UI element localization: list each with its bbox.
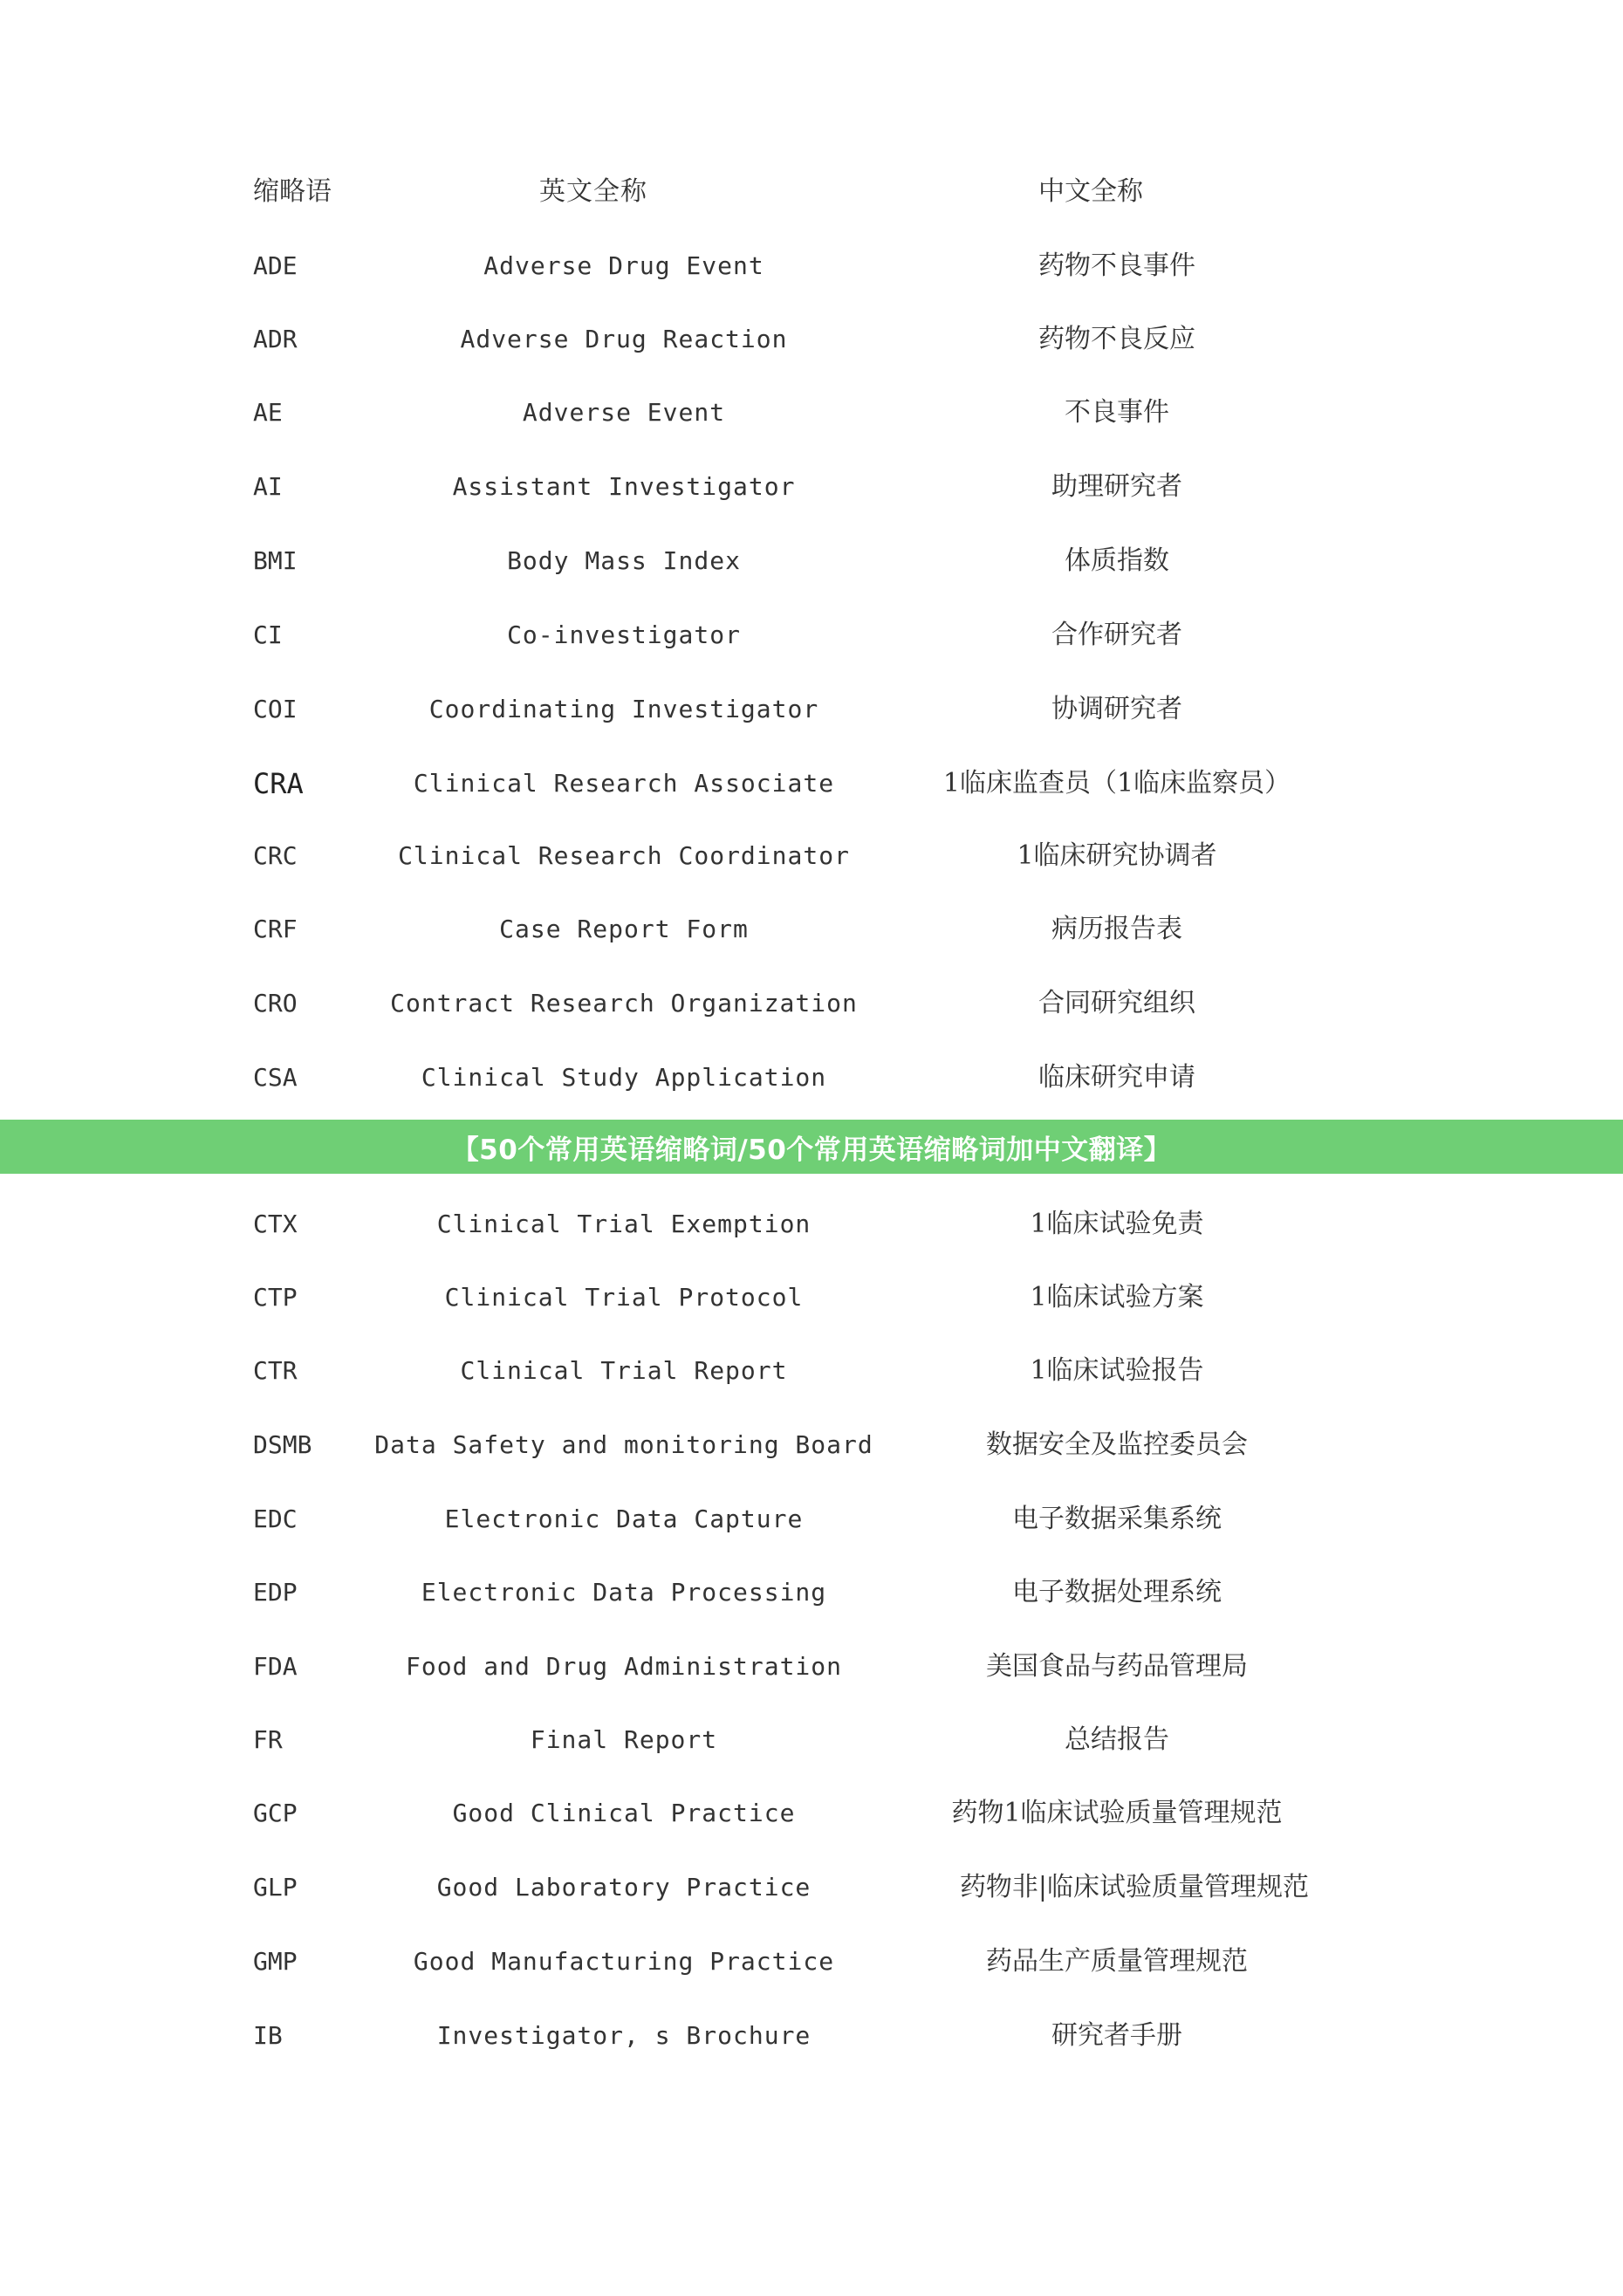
table-row bbox=[0, 1423, 1623, 1467]
chinese-cell: 药物1临床试验质量管理规范 bbox=[951, 1798, 1283, 1828]
abbr-cell: FR bbox=[253, 1725, 283, 1754]
english-cell: Adverse Drug Event bbox=[483, 251, 764, 280]
english-cell: Case Report Form bbox=[499, 915, 749, 943]
table-header-row bbox=[0, 170, 1623, 214]
english-cell: Assistant Investigator bbox=[452, 472, 796, 501]
english-cell: Good Manufacturing Practice bbox=[413, 1947, 835, 1976]
table-row bbox=[0, 834, 1623, 878]
chinese-cell: 体质指数 bbox=[1065, 545, 1169, 576]
chinese-cell: 1临床研究协调者 bbox=[1017, 840, 1217, 871]
table-row bbox=[0, 1940, 1623, 1984]
table-row bbox=[0, 982, 1623, 1025]
english-cell: Clinical Trial Protocol bbox=[444, 1283, 804, 1312]
chinese-cell: 1临床试验方案 bbox=[1030, 1282, 1204, 1312]
abbr-cell: GLP bbox=[253, 1873, 298, 1902]
english-cell: Clinical Research Associate bbox=[413, 769, 835, 798]
abbr-cell: CRA bbox=[253, 767, 304, 800]
header-english-name: 英文全称 bbox=[539, 176, 647, 207]
abbr-cell: DSMB bbox=[253, 1430, 312, 1459]
table-row bbox=[0, 318, 1623, 361]
english-cell: Body Mass Index bbox=[507, 546, 741, 575]
english-cell: Adverse Event bbox=[522, 398, 726, 427]
table-row bbox=[0, 613, 1623, 657]
table-row bbox=[0, 688, 1623, 731]
table-row bbox=[0, 539, 1623, 583]
abbr-cell: EDP bbox=[253, 1578, 298, 1607]
english-cell: Clinical Trial Report bbox=[460, 1356, 788, 1385]
table-row bbox=[0, 391, 1623, 435]
table-row bbox=[0, 1718, 1623, 1762]
english-cell: Investigator, s Brochure bbox=[436, 2021, 812, 2050]
english-cell: Contract Research Organization bbox=[390, 989, 858, 1018]
chinese-cell: 协调研究者 bbox=[1051, 694, 1182, 724]
abbr-cell: BMI bbox=[253, 546, 298, 575]
abbr-cell: CTP bbox=[253, 1283, 298, 1312]
chinese-cell: 助理研究者 bbox=[1051, 471, 1182, 502]
title-banner bbox=[0, 1120, 1623, 1174]
english-cell: Co-investigator bbox=[507, 620, 741, 649]
table-row bbox=[0, 1645, 1623, 1689]
english-cell: Clinical Trial Exemption bbox=[436, 1210, 812, 1238]
english-cell: Coordinating Investigator bbox=[428, 695, 819, 723]
chinese-cell: 药物非|临床试验质量管理规范 bbox=[959, 1872, 1310, 1902]
table-row bbox=[0, 908, 1623, 951]
header-abbreviation: 缩略语 bbox=[253, 176, 332, 207]
abbr-cell: CI bbox=[253, 620, 283, 649]
abbr-cell: AI bbox=[253, 472, 283, 501]
chinese-cell: 不良事件 bbox=[1065, 397, 1169, 428]
chinese-cell: 1临床试验免责 bbox=[1030, 1209, 1204, 1239]
abbr-cell: ADE bbox=[253, 251, 298, 280]
abbr-cell: CSA bbox=[253, 1063, 298, 1092]
abbr-cell: EDC bbox=[253, 1504, 298, 1533]
chinese-cell: 数据安全及监控委员会 bbox=[986, 1429, 1248, 1460]
abbr-cell: GCP bbox=[253, 1799, 298, 1827]
table-row bbox=[0, 1866, 1623, 1909]
abbr-cell: CTR bbox=[253, 1356, 298, 1385]
english-cell: Electronic Data Capture bbox=[444, 1504, 804, 1533]
table-row bbox=[0, 1792, 1623, 1835]
chinese-cell: 药物不良反应 bbox=[1038, 324, 1195, 354]
chinese-cell: 总结报告 bbox=[1065, 1724, 1169, 1755]
table-row bbox=[0, 1498, 1623, 1541]
abbr-cell: IB bbox=[253, 2021, 283, 2050]
english-cell: Clinical Study Application bbox=[421, 1063, 827, 1092]
table-row bbox=[0, 1203, 1623, 1246]
abbr-cell: COI bbox=[253, 695, 298, 723]
table-row bbox=[0, 465, 1623, 509]
table-row bbox=[0, 1276, 1623, 1319]
chinese-cell: 电子数据处理系统 bbox=[1012, 1577, 1222, 1607]
english-cell: Good Laboratory Practice bbox=[436, 1873, 812, 1902]
abbr-cell: CTX bbox=[253, 1210, 298, 1238]
table-row bbox=[0, 244, 1623, 288]
english-cell: Data Safety and monitoring Board bbox=[374, 1430, 873, 1459]
abbr-cell: ADR bbox=[253, 325, 298, 353]
abbr-cell: CRC bbox=[253, 841, 298, 870]
english-cell: Good Clinical Practice bbox=[452, 1799, 796, 1827]
chinese-cell: 病历报告表 bbox=[1051, 914, 1182, 944]
english-cell: Adverse Drug Reaction bbox=[460, 325, 788, 353]
english-cell: Electronic Data Processing bbox=[421, 1578, 827, 1607]
abbr-cell: AE bbox=[253, 398, 283, 427]
abbr-cell: CRF bbox=[253, 915, 298, 943]
banner-title: 【50个常用英语缩略词/50个常用英语缩略词加中文翻译】 bbox=[451, 1134, 1172, 1166]
abbr-cell: FDA bbox=[253, 1652, 298, 1681]
table-row bbox=[0, 1056, 1623, 1100]
chinese-cell: 合同研究组织 bbox=[1038, 988, 1195, 1018]
chinese-cell: 临床研究申请 bbox=[1038, 1062, 1195, 1093]
table-row bbox=[0, 1571, 1623, 1614]
header-chinese-name: 中文全称 bbox=[1038, 176, 1143, 207]
table-row bbox=[0, 762, 1623, 805]
abbr-cell: GMP bbox=[253, 1947, 298, 1976]
chinese-cell: 药品生产质量管理规范 bbox=[986, 1946, 1248, 1977]
english-cell: Final Report bbox=[530, 1725, 718, 1754]
chinese-cell: 合作研究者 bbox=[1051, 620, 1182, 650]
abbr-cell: CRO bbox=[253, 989, 298, 1018]
table-row bbox=[0, 1349, 1623, 1393]
table-row bbox=[0, 2014, 1623, 2058]
chinese-cell: 1临床监查员（1临床监察员） bbox=[942, 768, 1291, 798]
chinese-cell: 1临床试验报告 bbox=[1030, 1355, 1204, 1386]
chinese-cell: 研究者手册 bbox=[1051, 2020, 1182, 2051]
english-cell: Clinical Research Coordinator bbox=[398, 841, 850, 870]
chinese-cell: 药物不良事件 bbox=[1038, 250, 1195, 281]
chinese-cell: 电子数据采集系统 bbox=[1012, 1504, 1222, 1534]
chinese-cell: 美国食品与药品管理局 bbox=[986, 1651, 1248, 1682]
english-cell: Food and Drug Administration bbox=[405, 1652, 842, 1681]
